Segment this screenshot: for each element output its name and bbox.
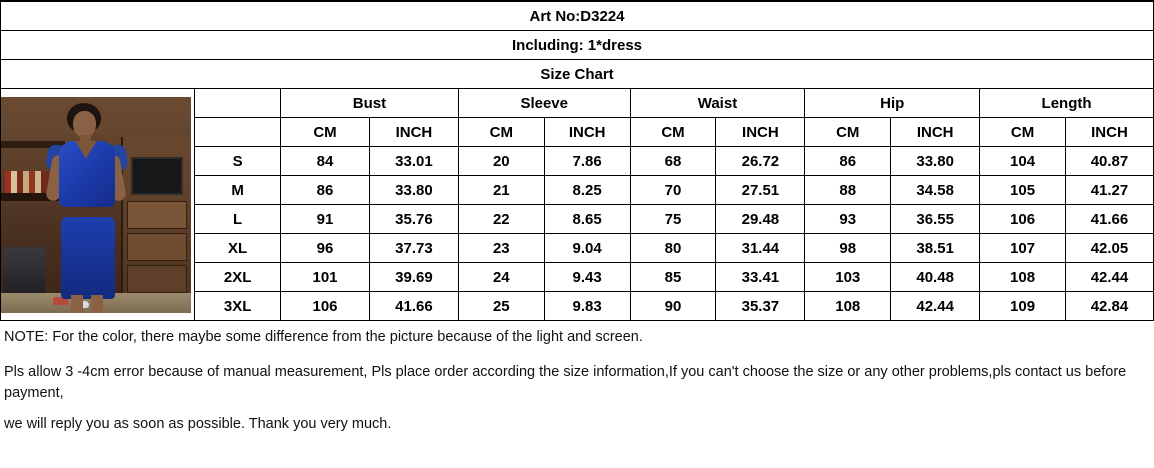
cell-bust-inch: 35.76 (369, 205, 458, 234)
cell-waist-cm: 75 (630, 205, 716, 234)
unit-header-sleeve-inch: INCH (544, 118, 630, 147)
cell-length-cm: 105 (980, 176, 1066, 205)
size-label: S (195, 147, 281, 176)
size-label: XL (195, 234, 281, 263)
cell-hip-inch: 33.80 (891, 147, 980, 176)
cell-hip-inch: 36.55 (891, 205, 980, 234)
cell-waist-inch: 29.48 (716, 205, 805, 234)
cell-length-inch: 42.44 (1065, 263, 1153, 292)
photo-model-face (73, 111, 96, 138)
product-photo-cell (1, 89, 195, 321)
cell-waist-inch: 27.51 (716, 176, 805, 205)
unit-header-hip-inch: INCH (891, 118, 980, 147)
cell-length-cm: 106 (980, 205, 1066, 234)
including-text: Including: 1*dress (1, 31, 1154, 60)
group-header-bust: Bust (281, 89, 459, 118)
unit-header-size-blank (195, 118, 281, 147)
photo-books (5, 171, 49, 193)
cell-waist-cm: 80 (630, 234, 716, 263)
cell-sleeve-inch: 7.86 (544, 147, 630, 176)
photo-model-leg-left (71, 295, 83, 313)
cell-hip-cm: 103 (805, 263, 891, 292)
cell-bust-inch: 37.73 (369, 234, 458, 263)
cell-hip-cm: 98 (805, 234, 891, 263)
group-header-sleeve: Sleeve (458, 89, 630, 118)
cell-waist-inch: 26.72 (716, 147, 805, 176)
cell-bust-cm: 91 (281, 205, 370, 234)
photo-model-leg-right (91, 295, 103, 313)
photo-monitor (131, 157, 183, 195)
cell-sleeve-cm: 22 (458, 205, 544, 234)
cell-length-inch: 41.27 (1065, 176, 1153, 205)
cell-waist-cm: 85 (630, 263, 716, 292)
cell-bust-cm: 86 (281, 176, 370, 205)
size-label: 3XL (195, 292, 281, 321)
cell-bust-inch: 33.80 (369, 176, 458, 205)
cell-sleeve-cm: 20 (458, 147, 544, 176)
cell-hip-inch: 40.48 (891, 263, 980, 292)
cell-hip-inch: 38.51 (891, 234, 980, 263)
size-label: 2XL (195, 263, 281, 292)
size-chart-title-row (1, 60, 1154, 89)
cell-hip-cm: 108 (805, 292, 891, 321)
product-photo (1, 97, 191, 313)
cell-length-cm: 108 (980, 263, 1066, 292)
group-header-hip: Hip (805, 89, 980, 118)
group-header-blank (195, 89, 281, 118)
notes-section (0, 321, 1154, 435)
size-label: L (195, 205, 281, 234)
cell-length-inch: 42.84 (1065, 292, 1153, 321)
cell-length-cm: 104 (980, 147, 1066, 176)
cell-sleeve-cm: 21 (458, 176, 544, 205)
unit-header-hip-cm: CM (805, 118, 891, 147)
cell-waist-inch: 31.44 (716, 234, 805, 263)
cell-sleeve-inch: 9.43 (544, 263, 630, 292)
cell-hip-cm: 88 (805, 176, 891, 205)
cell-waist-cm: 90 (630, 292, 716, 321)
art-no-row (1, 2, 1154, 31)
unit-header-sleeve-cm: CM (458, 118, 544, 147)
cell-bust-cm: 84 (281, 147, 370, 176)
cell-sleeve-inch: 9.83 (544, 292, 630, 321)
cell-length-inch: 41.66 (1065, 205, 1153, 234)
page-title: Size Chart (1, 60, 1154, 89)
cell-bust-cm: 106 (281, 292, 370, 321)
cell-bust-inch: 41.66 (369, 292, 458, 321)
photo-drawer-three (127, 265, 187, 293)
including-row (1, 31, 1154, 60)
cell-waist-inch: 33.41 (716, 263, 805, 292)
note-measurement: Pls allow 3 -4cm error because of manual measurement, Pls place order according the size information,If you can't choose the size or any other problems,pls contact us before payment, (4, 364, 1127, 402)
cell-sleeve-cm: 24 (458, 263, 544, 292)
cell-hip-cm: 93 (805, 205, 891, 234)
note-color: NOTE: For the color, there maybe some difference from the picture because of the light and screen. (4, 329, 643, 345)
size-chart-table (0, 1, 1154, 321)
cell-length-inch: 42.05 (1065, 234, 1153, 263)
cell-bust-inch: 33.01 (369, 147, 458, 176)
cell-sleeve-inch: 9.04 (544, 234, 630, 263)
unit-header-length-cm: CM (980, 118, 1066, 147)
unit-header-length-inch: INCH (1065, 118, 1153, 147)
cell-bust-cm: 101 (281, 263, 370, 292)
unit-header-bust-cm: CM (281, 118, 370, 147)
photo-drawer-two (127, 233, 187, 261)
photo-drawer-one (127, 201, 187, 229)
size-label: M (195, 176, 281, 205)
photo-dress-skirt (61, 217, 115, 299)
cell-sleeve-inch: 8.65 (544, 205, 630, 234)
cell-waist-cm: 68 (630, 147, 716, 176)
cell-hip-inch: 34.58 (891, 176, 980, 205)
cell-length-cm: 109 (980, 292, 1066, 321)
group-header-length: Length (980, 89, 1154, 118)
unit-header-bust-inch: INCH (369, 118, 458, 147)
cell-waist-inch: 35.37 (716, 292, 805, 321)
cell-length-inch: 40.87 (1065, 147, 1153, 176)
cell-sleeve-inch: 8.25 (544, 176, 630, 205)
unit-header-waist-inch: INCH (716, 118, 805, 147)
cell-sleeve-cm: 25 (458, 292, 544, 321)
group-header-row (1, 89, 1154, 118)
cell-hip-cm: 86 (805, 147, 891, 176)
cell-waist-cm: 70 (630, 176, 716, 205)
group-header-waist: Waist (630, 89, 805, 118)
unit-header-waist-cm: CM (630, 118, 716, 147)
cell-bust-cm: 96 (281, 234, 370, 263)
cell-sleeve-cm: 23 (458, 234, 544, 263)
cell-bust-inch: 39.69 (369, 263, 458, 292)
cell-length-cm: 107 (980, 234, 1066, 263)
art-no-text: Art No:D3224 (1, 2, 1154, 31)
note-reply: we will reply you as soon as possible. Thank you very much. (4, 416, 392, 433)
cell-hip-inch: 42.44 (891, 292, 980, 321)
